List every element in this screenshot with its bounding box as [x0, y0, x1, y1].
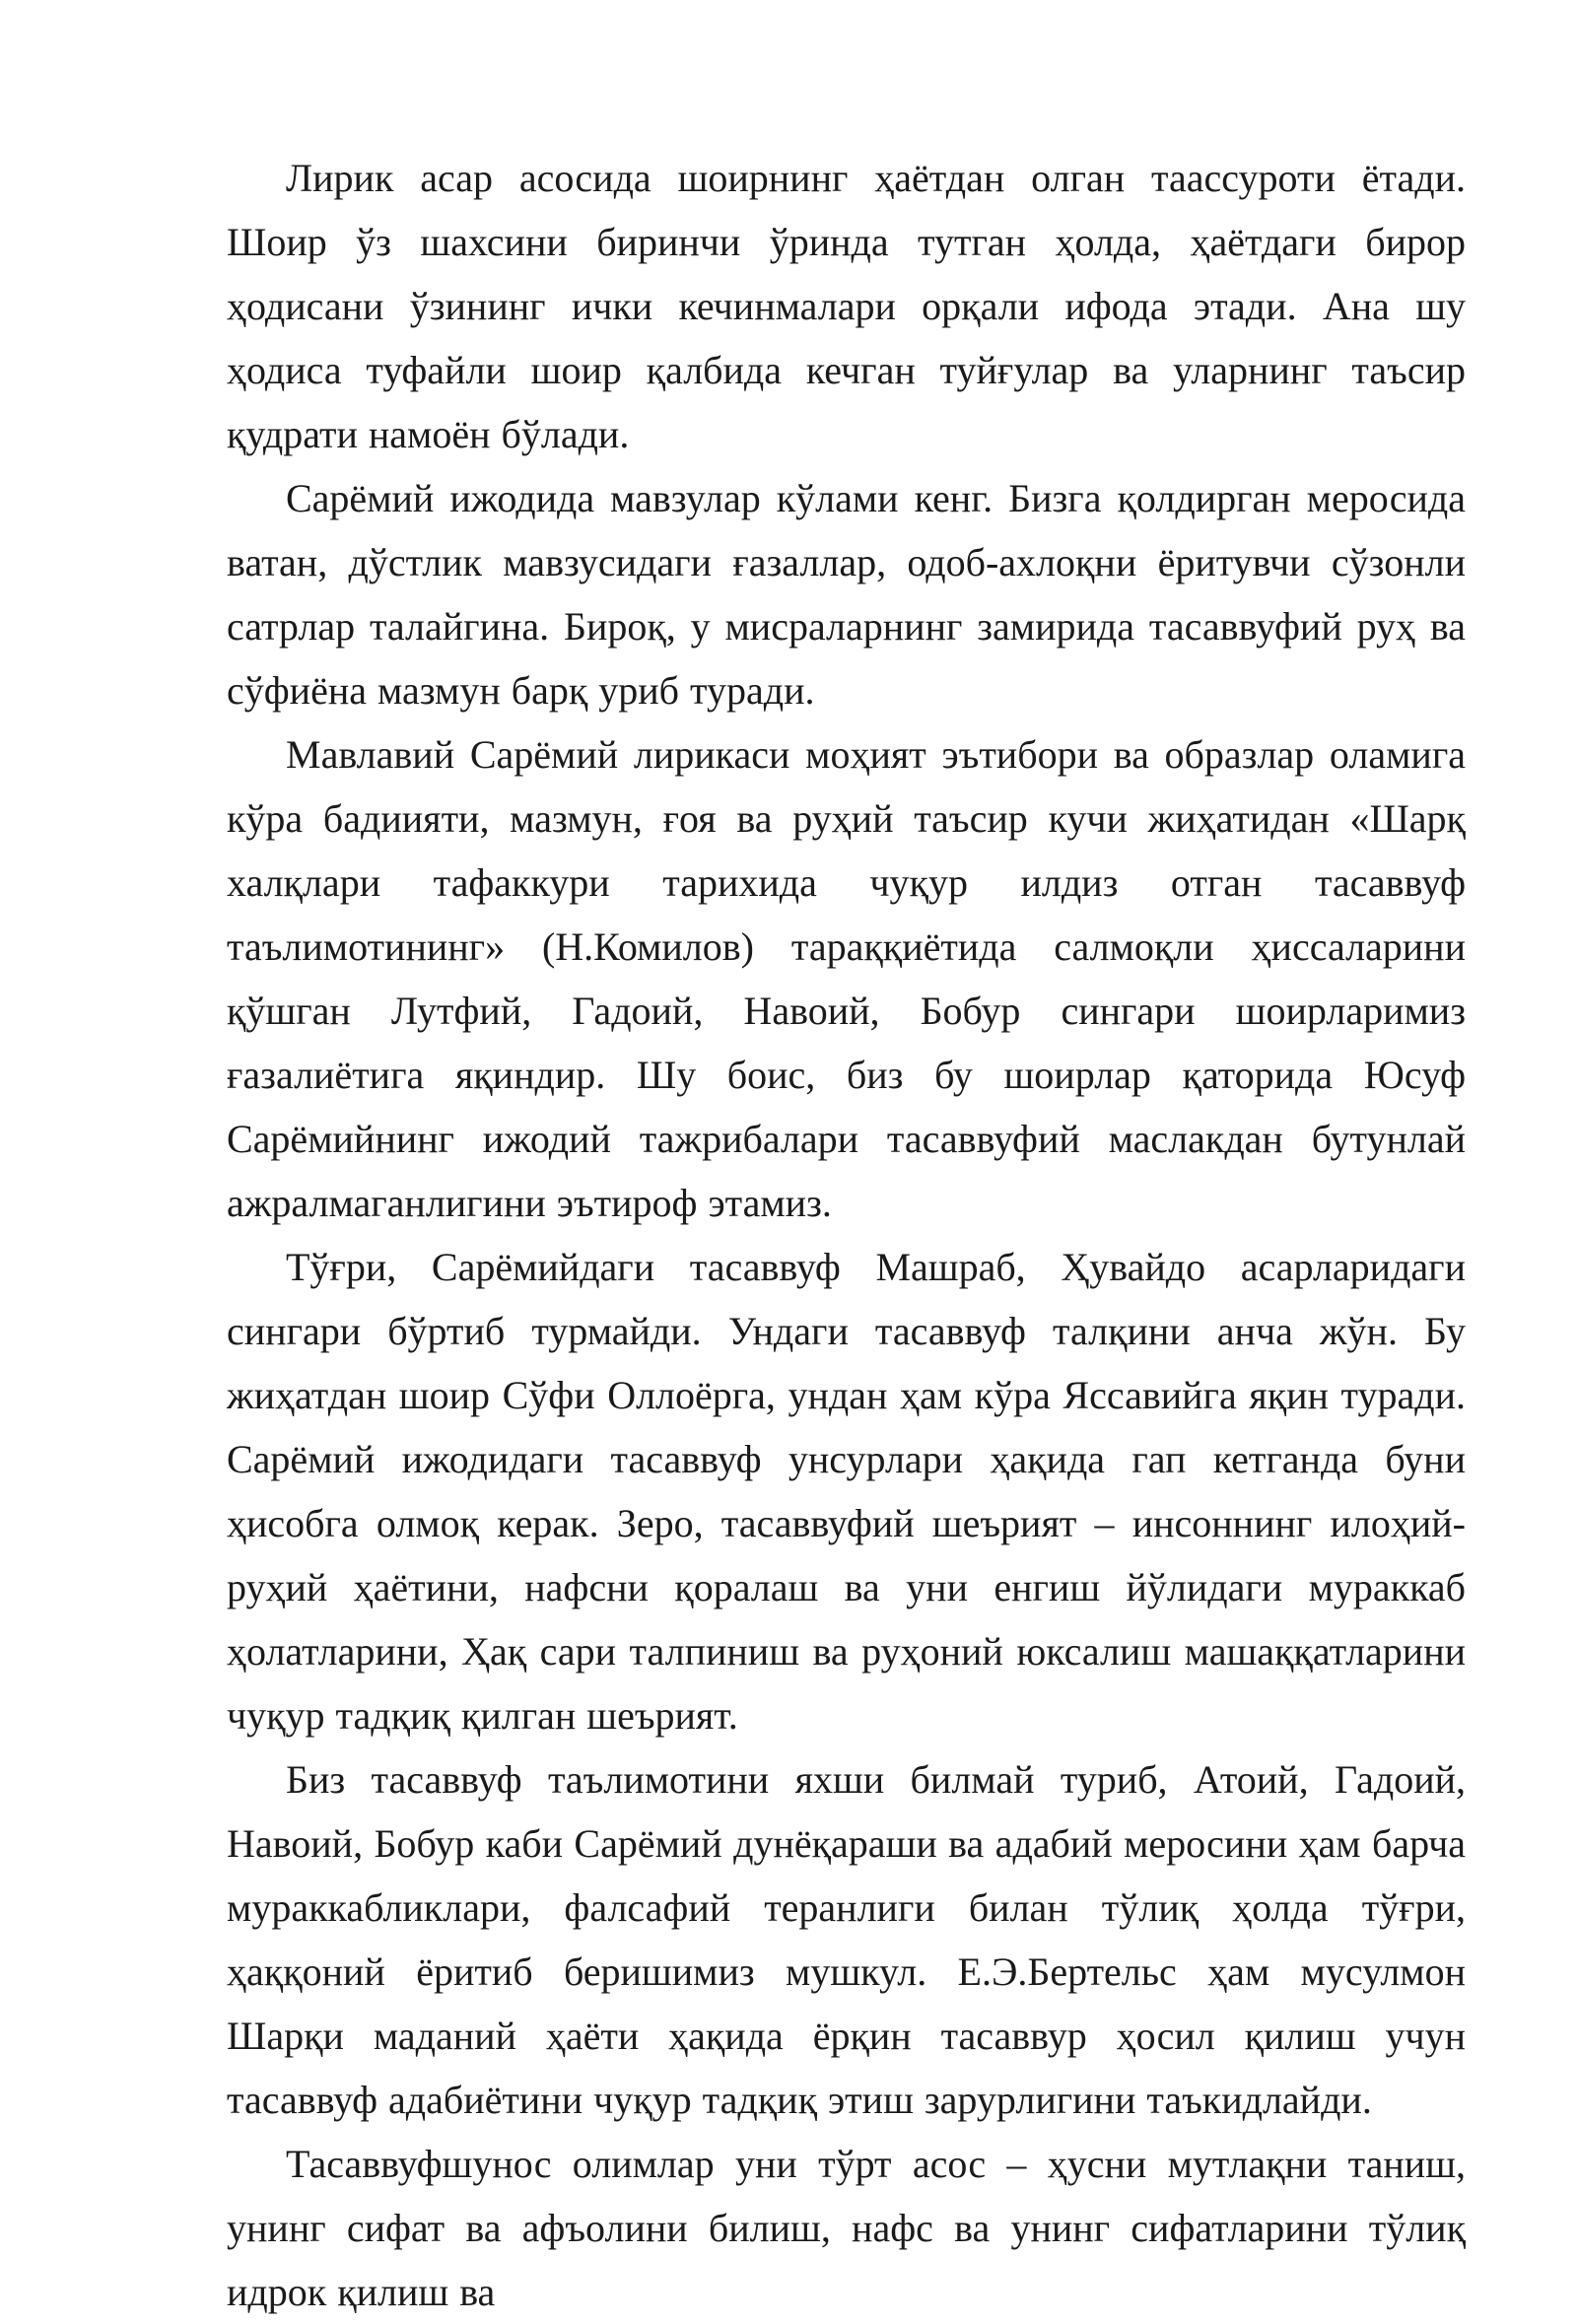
paragraph-2: Сарёмий ижодида мавзулар кўлами кенг. Бизга қолдирган меросида ватан, дўстлик мавзусидаги ғазаллар, одоб-ахлоқни ёритувчи сўзонли сатрлар талайгина. Бироқ, у мисраларнинг замирида тасаввуфий руҳ ва сўфиёна мазмун барқ уриб туради.: [227, 476, 1466, 713]
paragraph-5: Биз тасаввуф таълимотини яхши билмай туриб, Атоий, Гадоий, Навоий, Бобур каби Сарёмий дунёқараши ва адабий меросини ҳам барча мураккабликлари, фалсафий теранлиги билан тўлиқ ҳолда тўғри, ҳаққоний ёритиб беришимиз мушкул. Е.Э.Бертельс ҳам мусулмон Шарқи маданий ҳаёти ҳақида ёрқин тасаввур ҳосил қилиш учун тасаввуф адабиётини чуқур тадқиқ этиш зарурлигини таъкидлайди.: [227, 1757, 1466, 2122]
paragraph-1: Лирик асар асосида шоирнинг ҳаётдан олган таассуроти ётади. Шоир ўз шахсини биринчи ўринда тутган ҳолда, ҳаётдаги бирор ҳодисани ўзининг ички кечинмалари орқали ифода этади. Ана шу ҳодиса туфайли шоир қалбида кечган туйғулар ва уларнинг таъсир қудрати намоён бўлади.: [227, 156, 1466, 456]
paragraph-3: Мавлавий Сарёмий лирикаси моҳият эътибори ва образлар оламига кўра бадиияти, мазмун, ғоя ва руҳий таъсир кучи жиҳатидан «Шарқ халқлари тафаккури тарихида чуқур илдиз отган тасаввуф таълимотининг» (Н.Комилов) тараққиётида салмоқли ҳиссаларини қўшган Лутфий, Гадоий, Навоий, Бобур сингари шоирларимиз ғазалиётига яқиндир. Шу боис, биз бу шоирлар қаторида Юсуф Сарёмийнинг ижодий тажрибалари тасаввуфий маслакдан бутунлай ажралмаганлигини эътироф этамиз.: [227, 732, 1466, 1225]
paragraph-6: Тасаввуфшунос олимлар уни тўрт асос – ҳусни мутлақни таниш, унинг сифат ва афъолини билиш, нафс ва унинг сифатларини тўлиқ идрок қилиш ва: [227, 2142, 1466, 2314]
paragraph-4: Тўғри, Сарёмийдаги тасаввуф Машраб, Ҳувайдо асарларидаги сингари бўртиб турмайди. Ундаги тасаввуф талқини анча жўн. Бу жиҳатдан шоир Сўфи Оллоёрга, ундан ҳам кўра Яссавийга яқин туради. Сарёмий ижодидаги тасаввуф унсурлари ҳақида гап кетганда буни ҳисобга олмоқ керак. Зеро, тасаввуфий шеърият – инсоннинг илоҳий-руҳий ҳаётини, нафсни қоралаш ва уни енгиш йўлидаги мураккаб ҳолатларини, Ҳақ сари талпиниш ва руҳоний юксалиш машаққатларини чуқур тадқиқ қилган шеърият.: [227, 1245, 1466, 1738]
document-page: [227, 146, 1466, 2324]
